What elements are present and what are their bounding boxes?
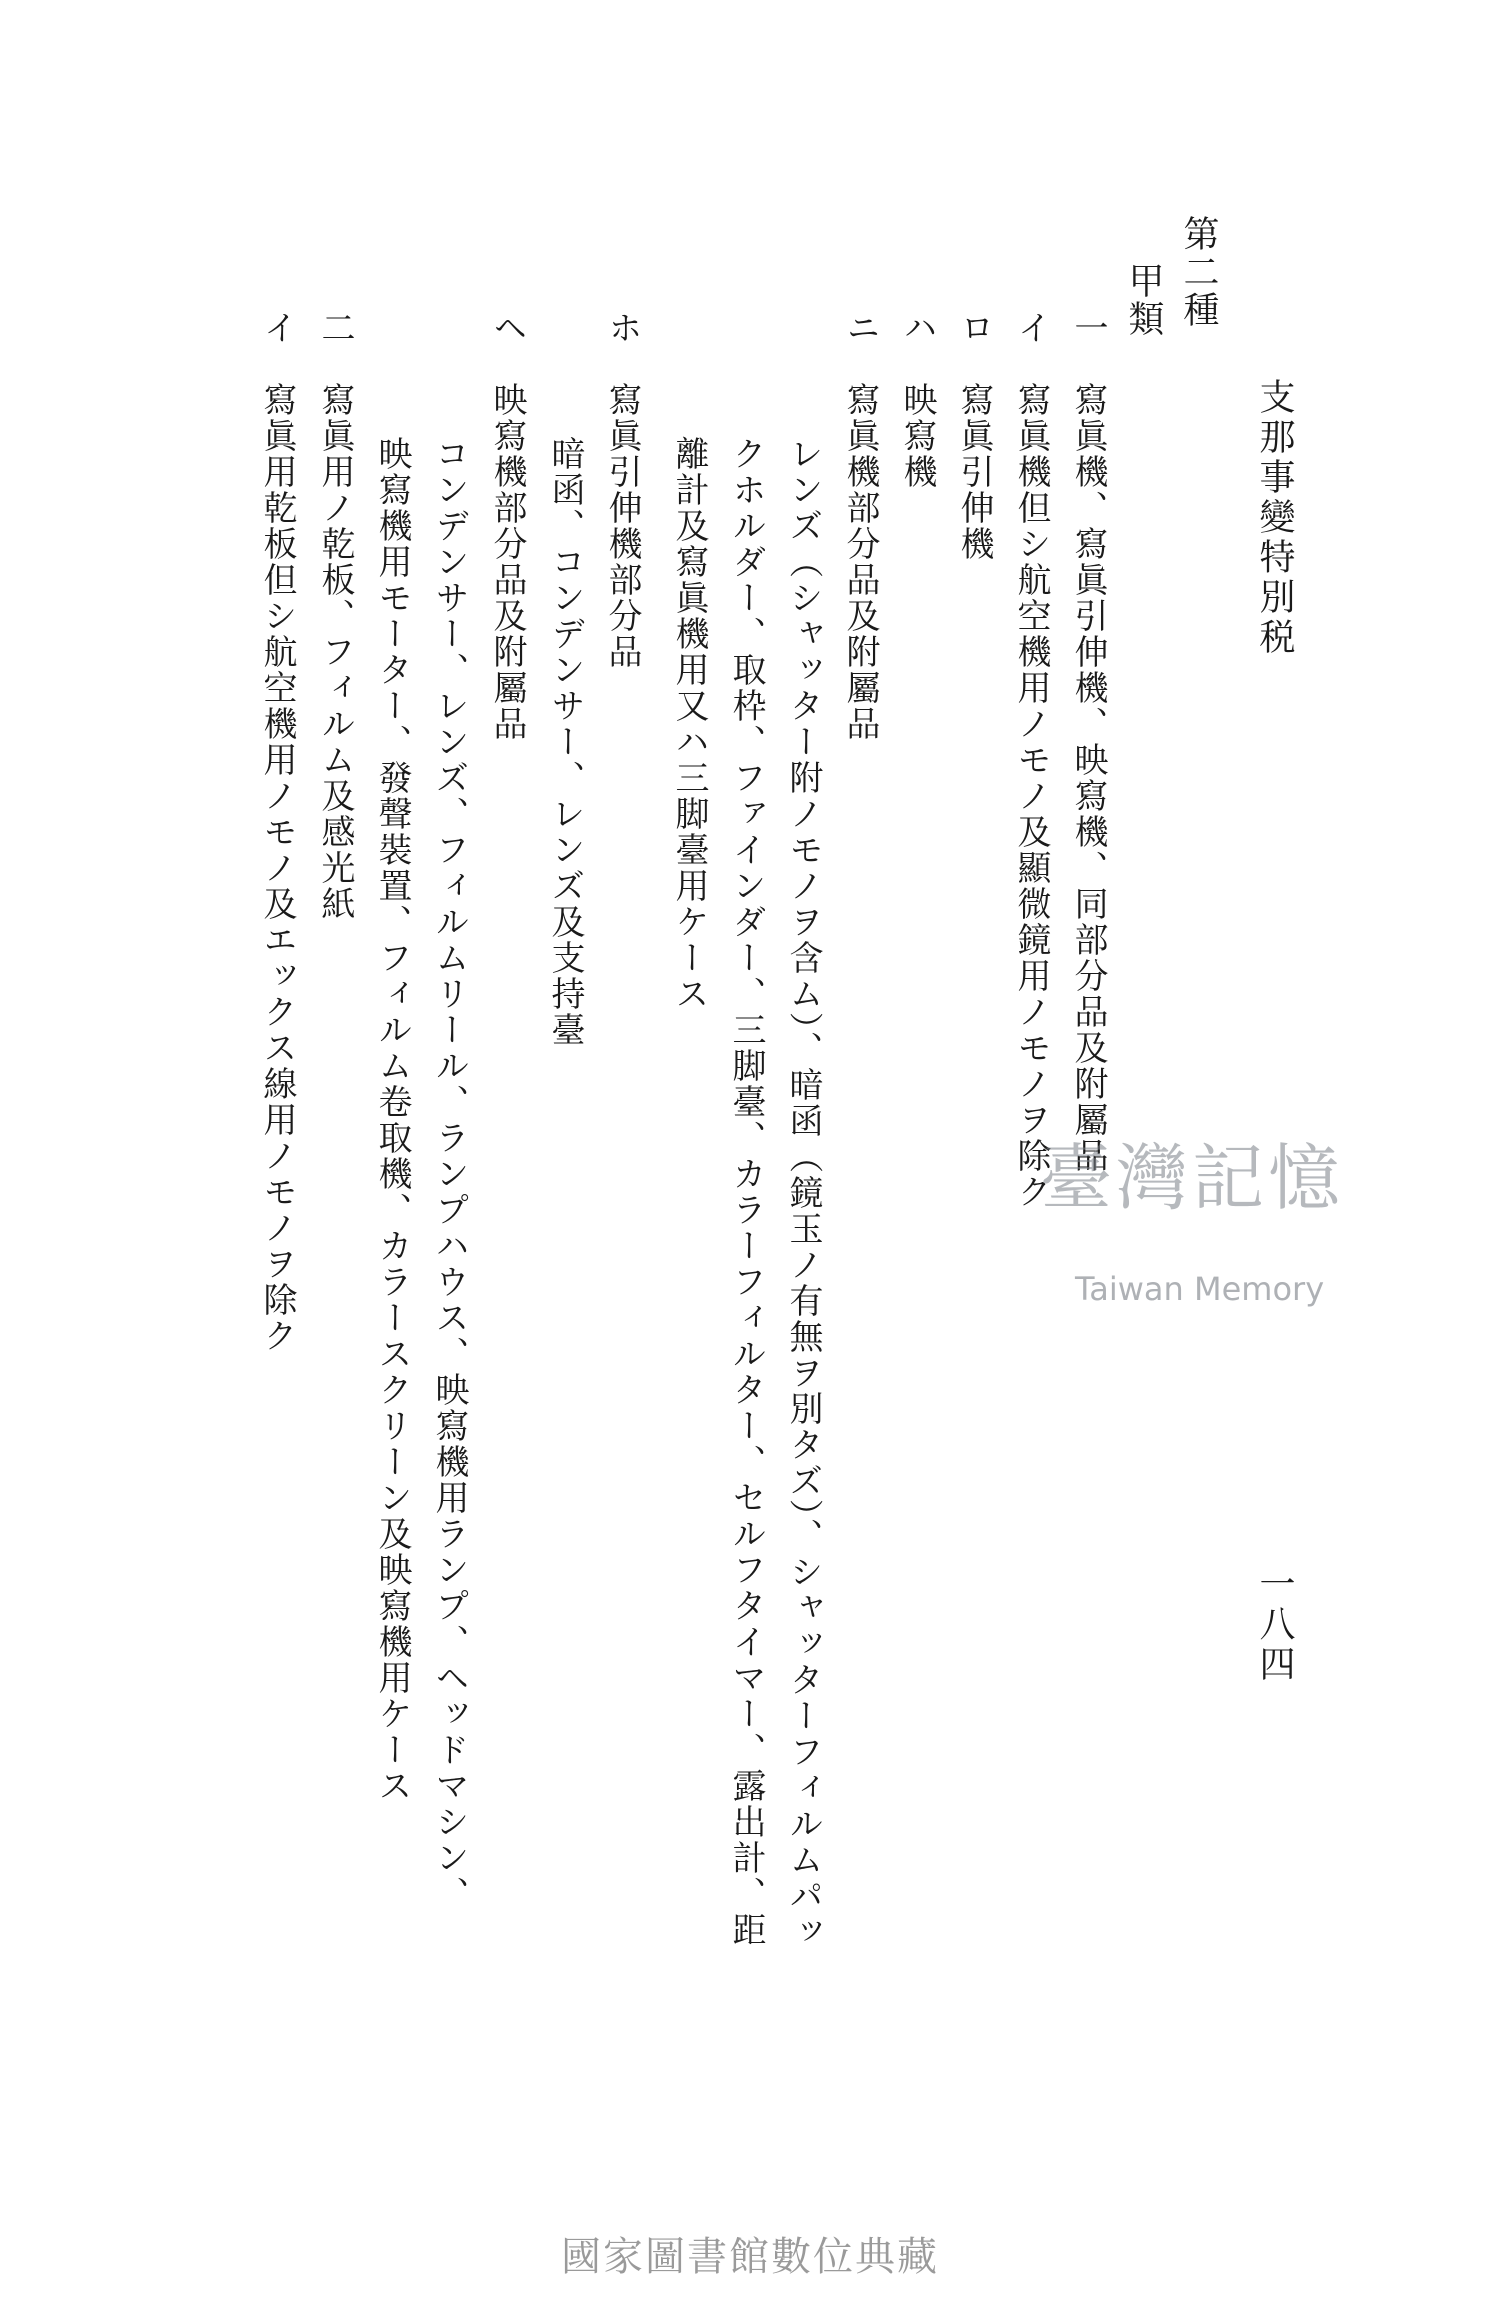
item-1-he-detail-line-2: 映寫機用モーター、發聲裝置、フィルム卷取機、カラースクリーン及映寫機用ケース bbox=[372, 436, 412, 1804]
item-1-he: ヘ 映寫機部分品及附屬品 bbox=[487, 310, 527, 742]
item-1-ni-detail-line-1: レンズ（シャッター附ノモノヲ含ム）、暗函（鏡玉ノ有無ヲ別タズ）、シャッターフィルムパッ bbox=[783, 436, 823, 1950]
item-1-i: イ 寫眞機但シ航空機用ノモノ及顯微鏡用ノモノヲ除ク bbox=[1011, 310, 1051, 1210]
footer-credit: 國家圖書館數位典藏 bbox=[561, 2234, 939, 2280]
item-1-ha: ハ 映寫機 bbox=[897, 310, 937, 490]
heading-category: 第二種 bbox=[1178, 215, 1219, 329]
item-1-he-detail-line-1: コンデンサー、レンズ、フィルムリール、ランプハウス、映寫機用ランプ、ヘッドマシン、 bbox=[429, 436, 469, 1912]
item-1-ro: ロ 寫眞引伸機 bbox=[954, 310, 994, 562]
item-1-ho-detail: 暗函、コンデンサー、レンズ及支持臺 bbox=[545, 436, 585, 1048]
item-1-ni: ニ 寫眞機部分品及附屬品 bbox=[840, 310, 880, 742]
watermark-logo bbox=[1040, 1120, 1345, 1320]
item-2: 二 寫眞用ノ乾板、フィルム及感光紙 bbox=[315, 310, 355, 922]
watermark-text: Taiwan Memory bbox=[1075, 1270, 1325, 1308]
page-number: 一八四 bbox=[1254, 1565, 1295, 1685]
item-1-ni-detail-line-2: クホルダー、取枠、ファインダー、三脚臺、カラーフィルター、セルフタイマー、露出計、距 bbox=[726, 436, 766, 1948]
item-2-i: イ 寫眞用乾板但シ航空機用ノモノ及エックス線用ノモノヲ除ク bbox=[257, 310, 297, 1354]
item-1-ho: ホ 寫眞引伸機部分品 bbox=[602, 310, 642, 670]
heading-class: 甲類 bbox=[1123, 262, 1164, 338]
item-1: 一 寫眞機、寫眞引伸機、映寫機、同部分品及附屬品 bbox=[1068, 310, 1108, 1174]
item-1-ni-detail-line-3: 離計及寫眞機用又ハ三脚臺用ケース bbox=[669, 436, 709, 1012]
watermark-chars: 臺灣記憶 bbox=[1040, 1136, 1345, 1220]
running-header: 支那事變特別税 bbox=[1254, 378, 1295, 658]
